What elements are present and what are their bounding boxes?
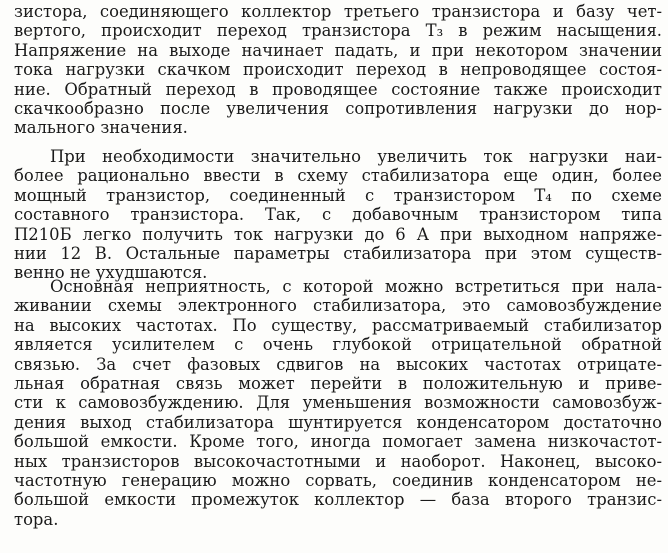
text-line: частотную генерацию можно сорвать, соединив конденсатором не- xyxy=(14,470,662,490)
text-line: мощный транзистор, соединенный с транзистором T₄ по схеме xyxy=(14,185,662,205)
paragraph-2 xyxy=(14,147,662,283)
text-line: тора. xyxy=(14,509,59,529)
text-line: Напряжение на выходе начинает падать, и при некотором значении xyxy=(14,40,662,60)
paragraph-3 xyxy=(14,277,662,529)
text-line: связью. За счет фазовых сдвигов на высоких частотах отрицате- xyxy=(14,354,662,374)
text-line: большой емкости промежуток коллектор — база второго транзис- xyxy=(14,490,662,510)
text-line: ных транзисторов высокочастотными и наоборот. Наконец, высоко- xyxy=(14,451,662,471)
text-line: мального значения. xyxy=(14,118,188,138)
text-line: П210Б легко получить ток нагрузки до 6 А при выходном напряже- xyxy=(14,224,662,244)
text-line: живании схемы электронного стабилизатора, это самовозбуждение xyxy=(14,296,662,316)
text-line: зистора, соединяющего коллектор третьего транзистора и базу чет- xyxy=(14,2,662,21)
text-line: дения выход стабилизатора шунтируется конденсатором достаточно xyxy=(14,412,662,432)
text-line: большой емкости. Кроме того, иногда помогает замена низкочастот- xyxy=(14,432,662,452)
text-line: При необходимости значительно увеличить ток нагрузки наи- xyxy=(50,147,662,166)
text-line: на высоких частотах. По существу, рассматриваемый стабилизатор xyxy=(14,315,662,335)
text-line: является усилителем с очень глубокой отрицательной обратной xyxy=(14,335,662,355)
text-line: льная обратная связь может перейти в положительную и приве- xyxy=(14,373,662,393)
text-line: сти к самовозбуждению. Для уменьшения возможности самовозбуж- xyxy=(14,393,662,413)
text-line: вертого, происходит переход транзистора T₃ в режим насыщения. xyxy=(14,21,662,41)
paragraph-1 xyxy=(14,2,662,138)
text-line: Основная неприятность, с которой можно встретиться при нала- xyxy=(50,277,662,296)
text-line: более рационально ввести в схему стабилизатора еще один, более xyxy=(14,166,662,186)
text-line: венно не ухудшаются. xyxy=(14,263,208,283)
text-line: нии 12 В. Остальные параметры стабилизатора при этом существ- xyxy=(14,243,662,263)
text-line: скачкообразно после увеличения сопротивления нагрузки до нор- xyxy=(14,98,662,118)
text-line: тока нагрузки скачком происходит переход в непроводящее состоя- xyxy=(14,60,662,80)
text-line: составного транзистора. Так, с добавочным транзистором типа xyxy=(14,205,662,225)
text-line: ние. Обратный переход в проводящее состояние также происходит xyxy=(14,79,662,99)
